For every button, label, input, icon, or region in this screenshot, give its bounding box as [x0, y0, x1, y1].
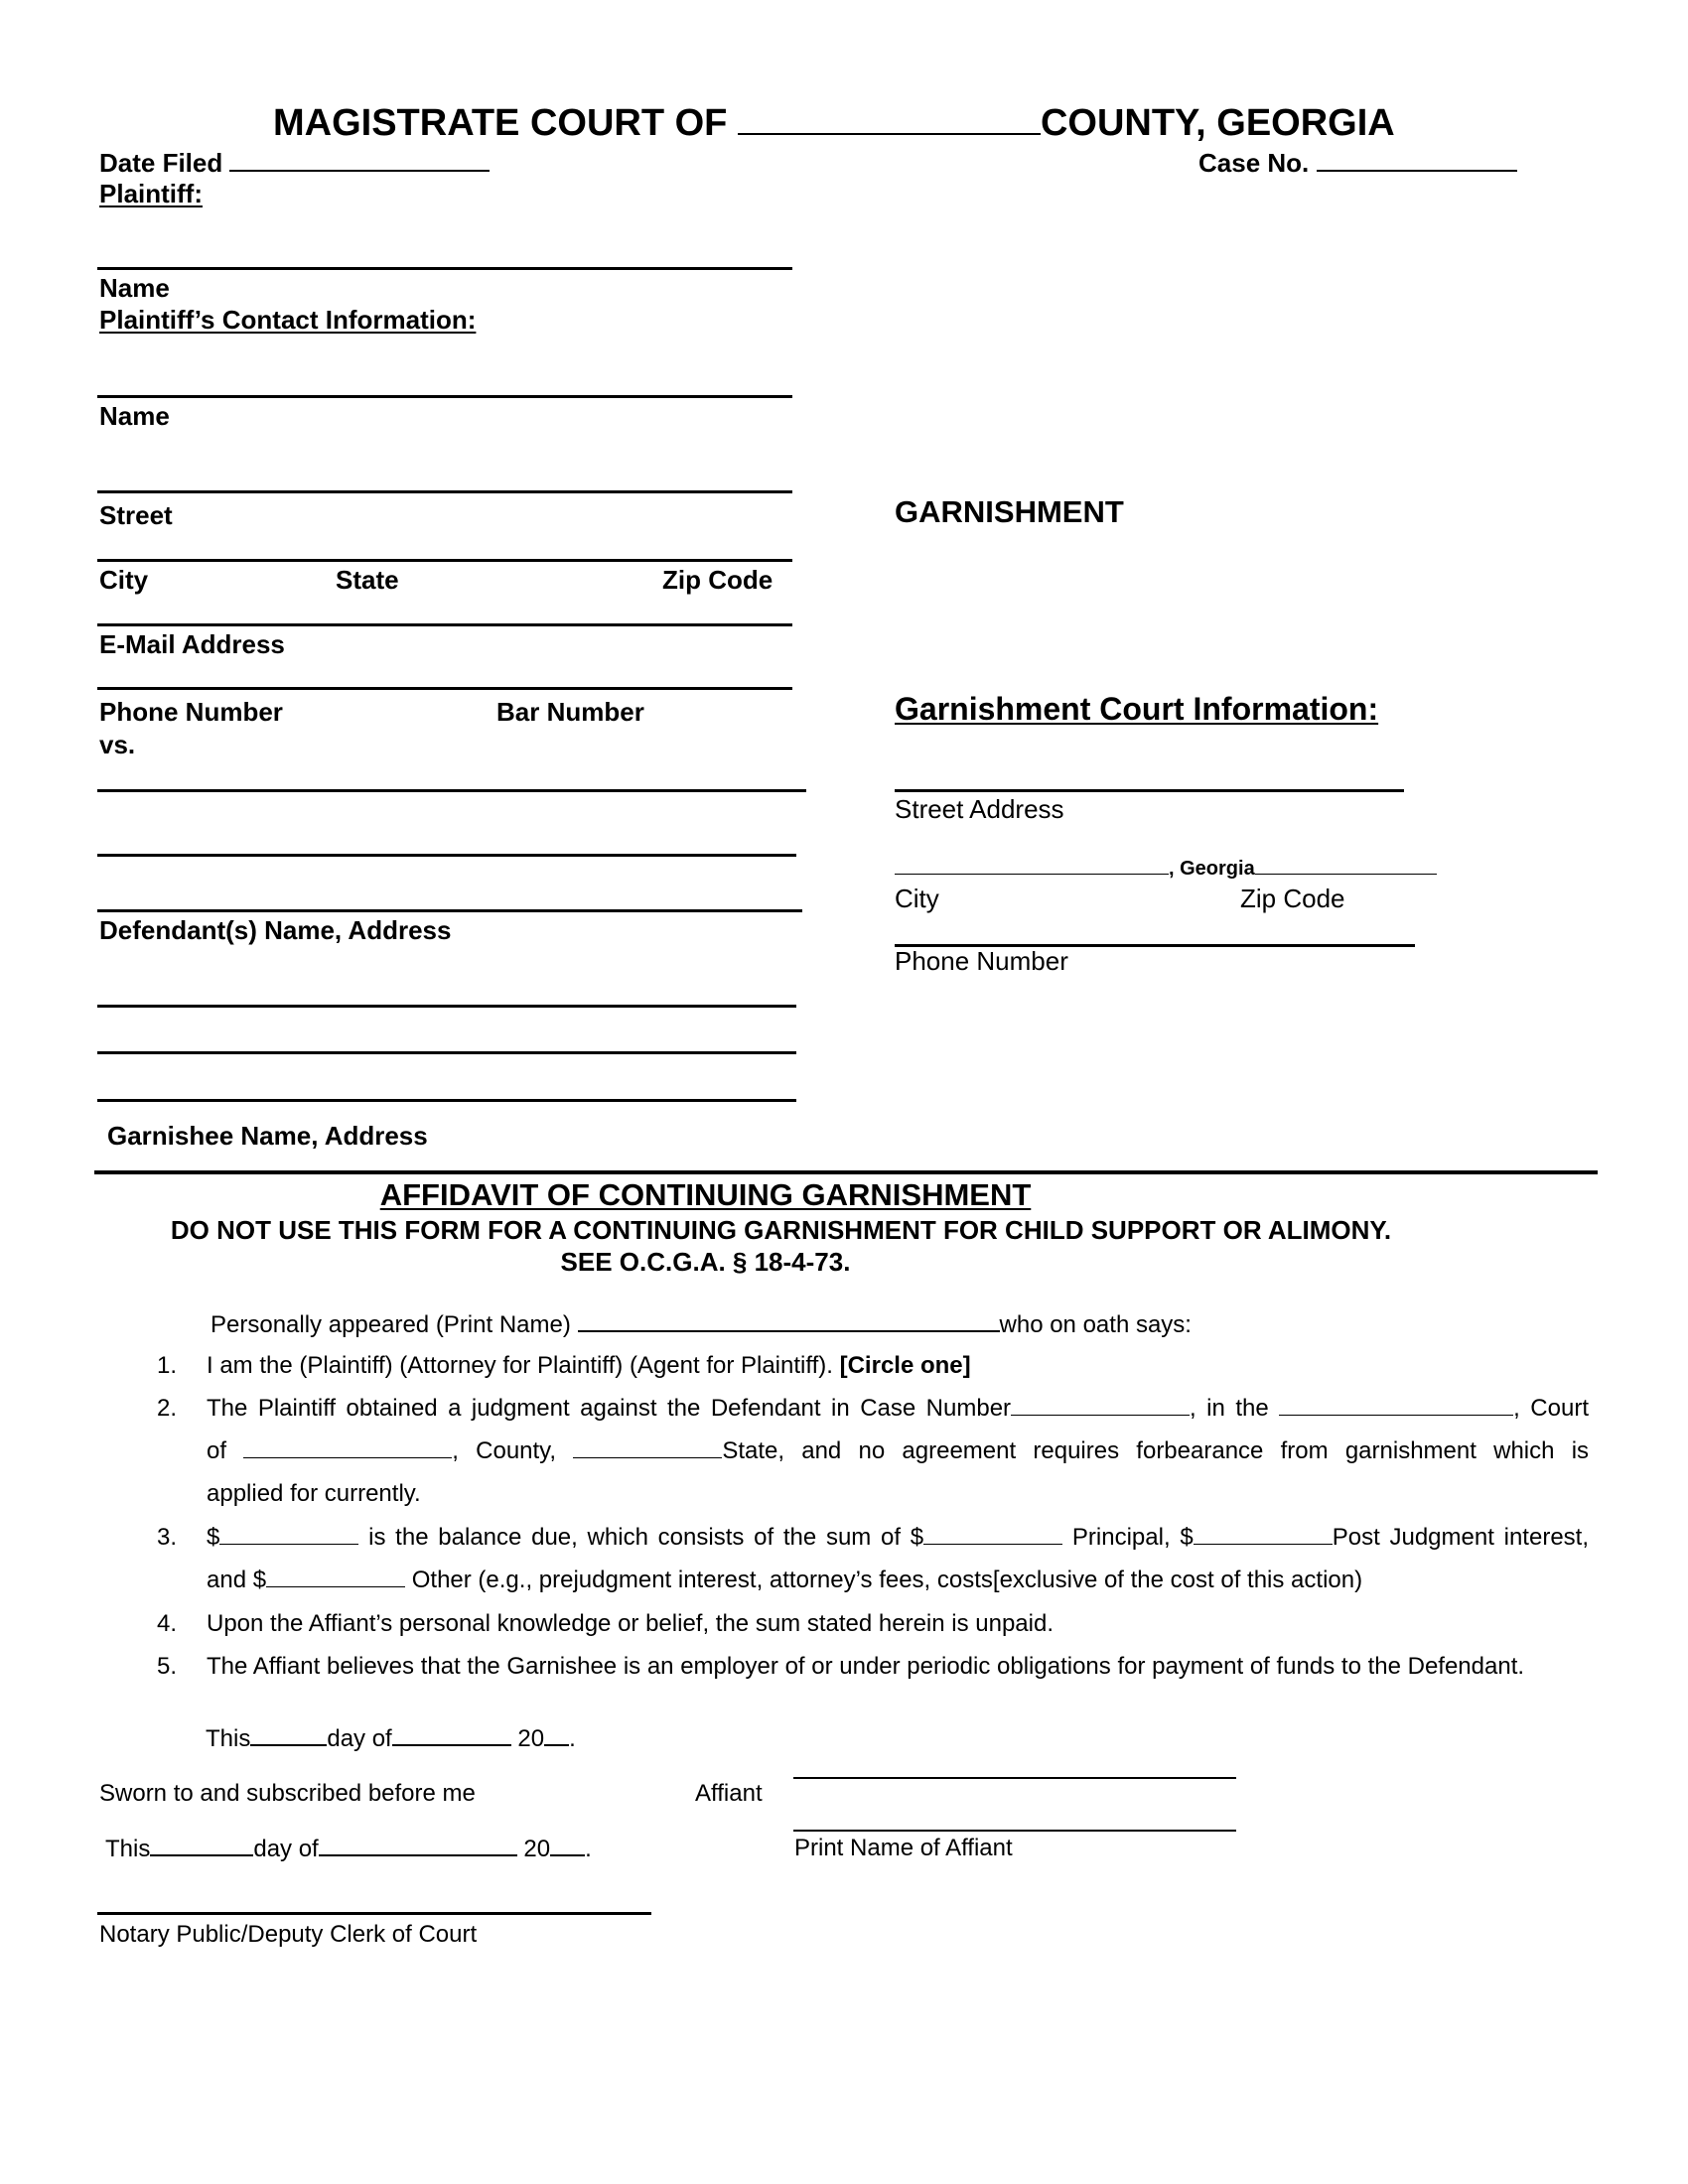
item-3-line-2	[207, 1567, 1362, 1594]
bar-number-label: Bar Number	[496, 697, 644, 727]
affiant-label: Affiant	[695, 1780, 763, 1807]
court-phone-label: Phone Number	[895, 946, 1068, 976]
circle-one-note: [Circle one]	[839, 1352, 971, 1379]
item-3-line-1	[207, 1524, 1589, 1552]
item-2-county: , County,	[452, 1437, 557, 1464]
judgment-case-number-field[interactable]	[1011, 1395, 1190, 1416]
item-2-line-1	[207, 1395, 1589, 1423]
garnishment-title: GARNISHMENT	[895, 494, 1124, 529]
case-no-field[interactable]	[1317, 146, 1517, 172]
plaintiff-contact-heading: Plaintiff’s Contact Information:	[99, 305, 477, 335]
street-line[interactable]	[97, 490, 792, 493]
date-filed-row	[99, 146, 490, 179]
county-name-field[interactable]	[738, 99, 1041, 135]
case-no-row	[1198, 146, 1517, 179]
item-2-line-3: applied for currently.	[207, 1480, 421, 1507]
section-divider	[94, 1170, 1598, 1174]
affiant-name-field[interactable]	[578, 1308, 1000, 1332]
item-5-number: 5.	[157, 1653, 178, 1680]
year-prefix-1: 20	[517, 1725, 545, 1752]
vs-label: vs.	[99, 730, 136, 759]
item-4-text: Upon the Affiant’s personal knowledge or belief, the sum stated herein is unpaid.	[207, 1610, 1054, 1637]
affiant-day-field[interactable]	[250, 1724, 327, 1746]
court-zip-field[interactable]	[1255, 856, 1437, 875]
item-2-state-text: State, and no agreement requires forbearance from garnishment which is	[722, 1437, 1590, 1464]
affiant-date-row	[206, 1724, 576, 1753]
contact-name-label: Name	[99, 401, 170, 431]
court-city-zip-row	[895, 856, 1437, 881]
garnishee-line-1[interactable]	[97, 1005, 796, 1008]
this-label-2: This	[105, 1836, 151, 1862]
item-2-line-2	[207, 1437, 1589, 1465]
affidavit-statute: SEE O.C.G.A. § 18-4-73.	[560, 1247, 851, 1277]
contact-name-line[interactable]	[97, 395, 792, 398]
year-prefix-2: 20	[523, 1836, 551, 1862]
court-city-label: City	[895, 884, 939, 913]
item-2-of: of	[207, 1437, 227, 1464]
court-prefix: MAGISTRATE COURT OF	[273, 102, 728, 144]
court-heading	[273, 99, 1395, 145]
item-3-principal-text: Principal, $	[1071, 1524, 1194, 1551]
city-state-zip-line[interactable]	[97, 559, 792, 562]
period-1: .	[569, 1725, 576, 1752]
court-street-label: Street Address	[895, 794, 1064, 824]
phone-number-label: Phone Number	[99, 697, 283, 727]
email-line[interactable]	[97, 623, 792, 626]
affiant-intro	[211, 1308, 1192, 1339]
balance-due-field[interactable]	[219, 1524, 358, 1545]
judgment-county-field[interactable]	[243, 1437, 452, 1458]
item-3-number: 3.	[157, 1524, 178, 1551]
affidavit-title: AFFIDAVIT OF CONTINUING GARNISHMENT	[379, 1177, 1032, 1212]
georgia-text: , Georgia	[1169, 858, 1255, 880]
court-info-heading: Garnishment Court Information:	[895, 691, 1379, 727]
city-label: City	[99, 565, 149, 595]
notary-year-field[interactable]	[550, 1835, 585, 1856]
principal-field[interactable]	[923, 1524, 1062, 1545]
post-judgment-interest-field[interactable]	[1194, 1524, 1333, 1545]
affiant-signature-line[interactable]	[793, 1777, 1236, 1779]
garnishee-label: Garnishee Name, Address	[107, 1121, 428, 1151]
item-4-number: 4.	[157, 1610, 178, 1637]
judgment-court-field[interactable]	[1279, 1395, 1513, 1416]
item-1-text: I am the (Plaintiff) (Attorney for Plaintiff) (Agent for Plaintiff).	[207, 1352, 833, 1379]
plaintiff-name-line[interactable]	[97, 267, 792, 270]
phone-bar-line[interactable]	[97, 687, 792, 690]
item-3-dollar: $	[207, 1524, 220, 1551]
day-of-label-2: day of	[253, 1836, 319, 1862]
defendant-line-3[interactable]	[97, 909, 802, 912]
state-label: State	[336, 565, 399, 595]
defendant-line-1[interactable]	[97, 789, 806, 792]
item-1	[207, 1352, 971, 1380]
court-suffix: COUNTY, GEORGIA	[1040, 102, 1395, 144]
garnishee-line-2[interactable]	[97, 1051, 796, 1054]
garnishee-line-3[interactable]	[97, 1099, 796, 1102]
affiant-year-field[interactable]	[544, 1724, 569, 1746]
date-filed-label: Date Filed	[99, 148, 223, 178]
notary-month-field[interactable]	[319, 1835, 517, 1856]
court-street-line[interactable]	[895, 789, 1404, 792]
notary-day-field[interactable]	[150, 1835, 253, 1856]
item-2-number: 2.	[157, 1395, 178, 1422]
intro-prefix: Personally appeared (Print Name)	[211, 1311, 571, 1338]
intro-suffix: who on oath says:	[999, 1311, 1192, 1338]
court-zip-label: Zip Code	[1240, 884, 1345, 913]
day-of-label-1: day of	[327, 1725, 392, 1752]
item-3-other-text: Other (e.g., prejudgment interest, attorney’s fees, costs[exclusive of the cost of this action)	[411, 1567, 1363, 1593]
street-label: Street	[99, 500, 173, 530]
date-filed-field[interactable]	[229, 146, 490, 172]
item-2-court: , Court	[1513, 1395, 1589, 1422]
print-name-line[interactable]	[793, 1830, 1236, 1832]
defendant-line-2[interactable]	[97, 854, 796, 857]
item-5-text: The Affiant believes that the Garnishee is an employer of or under periodic obligations for payment of funds to the Defendant.	[207, 1653, 1525, 1680]
zip-code-label: Zip Code	[662, 565, 774, 595]
defendant-label: Defendant(s) Name, Address	[99, 915, 452, 945]
notary-signature-line[interactable]	[97, 1912, 651, 1915]
affidavit-warning: DO NOT USE THIS FORM FOR A CONTINUING GARNISHMENT FOR CHILD SUPPORT OR ALIMONY.	[170, 1215, 1392, 1245]
plaintiff-heading: Plaintiff:	[99, 179, 203, 208]
case-no-label: Case No.	[1198, 148, 1310, 178]
this-label-1: This	[206, 1725, 251, 1752]
notary-label: Notary Public/Deputy Clerk of Court	[99, 1921, 478, 1948]
judgment-state-field[interactable]	[573, 1437, 722, 1458]
notary-date-row	[105, 1835, 592, 1863]
item-3-interest-text: Post Judgment interest,	[1332, 1524, 1589, 1551]
period-2: .	[585, 1836, 592, 1862]
other-amount-field[interactable]	[266, 1567, 405, 1587]
print-name-label: Print Name of Affiant	[794, 1835, 1013, 1861]
item-1-number: 1.	[157, 1352, 178, 1379]
item-2-case-number-label: The Plaintiff obtained a judgment against the Defendant in Case Number	[207, 1395, 1012, 1422]
plaintiff-name-label: Name	[99, 273, 170, 303]
sworn-label: Sworn to and subscribed before me	[99, 1780, 476, 1807]
item-2-in-the: , in the	[1190, 1395, 1269, 1422]
email-label: E-Mail Address	[99, 629, 285, 659]
affiant-month-field[interactable]	[392, 1724, 511, 1746]
item-3-and: and $	[207, 1567, 267, 1593]
court-city-field[interactable]	[895, 856, 1169, 875]
item-3-balance-text: is the balance due, which consists of the sum of $	[368, 1524, 924, 1551]
